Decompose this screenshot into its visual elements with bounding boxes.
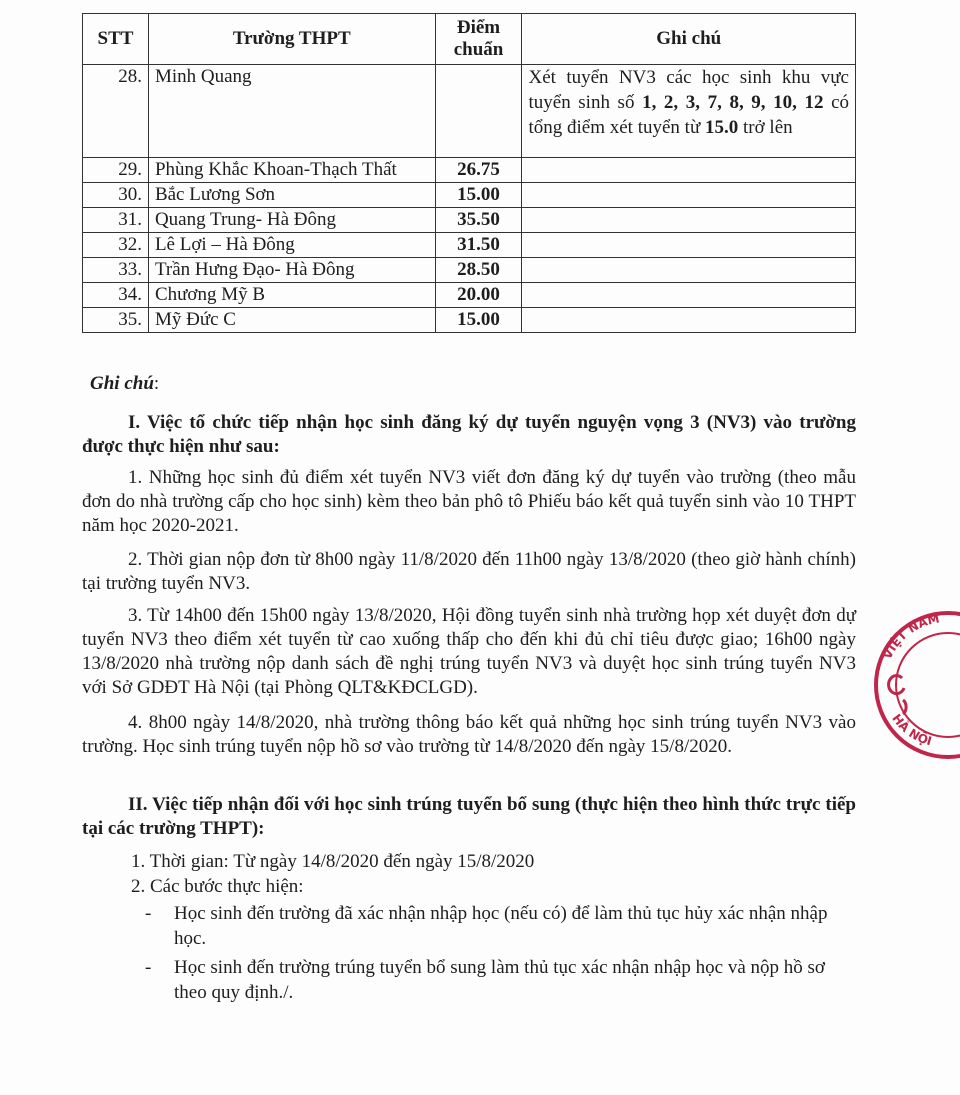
header-score-line2: chuẩn [453,39,504,60]
row-school: Trần Hưng Đạo- Hà Đông [148,258,435,283]
row-stt: 33. [83,258,149,283]
table-row [83,183,856,208]
row-school: Chương Mỹ B [148,283,435,308]
row-stt: 32. [83,233,149,258]
row-score: 31.50 [435,233,522,258]
section-1-title: I. Việc tổ chức tiếp nhận học sinh đăng ký dự tuyển nguyện vọng 3 (NV3) vào trường được thực hiện như sau: [82,412,856,457]
section-1-item-1: 1. Những học sinh đủ điểm xét tuyển NV3 viết đơn đăng ký dự tuyển vào trường (theo mẫu đơn do nhà trường cấp cho học sinh) kèm theo bản phô tô Phiếu báo kết quả tuyển sinh vào 10 THPT năm học 2020-2021. [82,467,856,536]
note-part3: trở lên [738,117,793,138]
row-note [522,208,856,233]
row-note [522,308,856,333]
table-row [83,283,856,308]
row-note [522,158,856,183]
official-seal-icon [870,600,960,770]
row-school: Minh Quang [148,65,435,158]
seal-text-bottom: HÀ NỘI [889,711,934,749]
header-stt: STT [83,14,149,65]
table-row [83,233,856,258]
dash-bullet: - [145,903,152,924]
dash-bullet: - [145,957,152,978]
row-note [522,283,856,308]
header-note: Ghi chú [522,14,856,65]
row-score: 28.50 [435,258,522,283]
row-stt: 31. [83,208,149,233]
row-score: 35.50 [435,208,522,233]
notes-heading-text: Ghi chú [90,373,154,394]
header-school: Trường THPT [148,14,435,65]
table-row [83,208,856,233]
row-school: Quang Trung- Hà Đông [148,208,435,233]
row-note [522,65,856,158]
row-stt: 28. [83,65,149,158]
row-school: Phùng Khắc Khoan-Thạch Thất [148,158,435,183]
note-part2: có tổng điểm xét tuyển từ [528,92,850,138]
row-school: Bắc Lương Sơn [148,183,435,208]
section-2-title: II. Việc tiếp nhận đối với học sinh trúng tuyển bổ sung (thực hiện theo hình thức trực tiếp tại các trường THPT): [82,794,856,839]
table-row [83,258,856,283]
row-stt: 35. [83,308,149,333]
section-1-item-3: 3. Từ 14h00 đến 15h00 ngày 13/8/2020, Hội đồng tuyển sinh nhà trường họp xét duyệt đơn dự tuyển NV3 theo điểm xét tuyển từ cao xuống thấp cho đến khi đủ chỉ tiêu được giao; 16h00 ngày 13/8/2020 nhà trường nộp danh sách đề nghị trúng tuyển NV3 và duyệt học sinh trúng tuyển NV3 với Sở GDĐT Hà Nội (tại Phòng QLT&KĐCLGD). [82,605,856,698]
step-text: Học sinh đến trường đã xác nhận nhập học (nếu có) để làm thủ tục hủy xác nhận nhập học. [174,903,828,949]
section-1-item-4: 4. 8h00 ngày 14/8/2020, nhà trường thông báo kết quả những học sinh trúng tuyển NV3 vào trường. Học sinh trúng tuyển nộp hồ sơ vào trường từ 14/8/2020 đến ngày 15/8/2020. [82,712,856,757]
row-school: Mỹ Đức C [148,308,435,333]
row-score: 15.00 [435,183,522,208]
row-stt: 29. [83,158,149,183]
notes-heading [90,373,159,395]
svg-text:HÀ NỘI [889,711,933,748]
step-item-1 [145,901,845,951]
row-score [435,65,522,158]
step-text: Học sinh đến trường trúng tuyển bổ sung làm thủ tục xác nhận nhập học và nộp hồ sơ theo quy định./. [174,957,825,1003]
table-row [83,65,856,158]
note-part1: Xét tuyển NV3 các học sinh khu vực tuyển sinh số [528,67,849,113]
row-stt: 34. [83,283,149,308]
table-row [83,158,856,183]
notes-heading-colon: : [153,373,160,394]
row-score: 26.75 [435,158,522,183]
header-score [435,14,522,65]
row-stt: 30. [83,183,149,208]
section-1-item-2: 2. Thời gian nộp đơn từ 8h00 ngày 11/8/2020 đến 11h00 ngày 13/8/2020 (theo giờ hành chính) tại trường tuyển NV3. [82,549,856,594]
table-header-row [83,14,856,65]
section-2-item-2: 2. Các bước thực hiện: [131,876,304,897]
row-note [522,183,856,208]
section-2-item-1: 1. Thời gian: Từ ngày 14/8/2020 đến ngày 15/8/2020 [131,851,535,872]
row-school: Lê Lợi – Hà Đông [148,233,435,258]
row-score: 15.00 [435,308,522,333]
note-threshold: 15.0 [705,117,739,138]
header-score-line1: Điểm [456,17,501,38]
row-note [522,233,856,258]
table-row [83,308,856,333]
step-item-2 [145,955,845,1005]
cutoff-score-table [82,13,856,333]
note-areas: 1, 2, 3, 7, 8, 9, 10, 12 [642,92,824,113]
row-score: 20.00 [435,283,522,308]
seal-text-top: VIỆT NAM [880,611,941,662]
row-note [522,258,856,283]
